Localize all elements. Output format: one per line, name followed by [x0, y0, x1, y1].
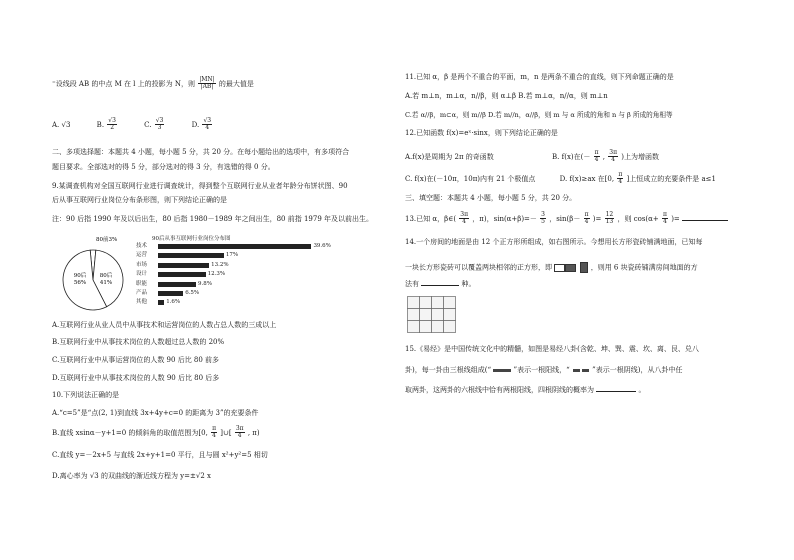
bar-mark [158, 282, 196, 287]
q14-line3-text: 法有 [405, 280, 419, 288]
q10-b-end: , π) [247, 428, 260, 437]
q13-mid2: ，sin(β－ [549, 214, 581, 223]
pie-chart [60, 233, 130, 318]
q8-stem-tail [52, 77, 254, 91]
option-fraction [107, 118, 117, 132]
yang-line-icon [493, 369, 511, 372]
q12-option-a[interactable]: A.f(x)是周期为 2π 的奇函数 [405, 152, 494, 161]
q12-option-a-b[interactable] [405, 150, 659, 164]
q10-b-frac2 [235, 426, 245, 440]
bar-category-label: 设计 [136, 271, 148, 278]
bar-category-label: 市场 [136, 261, 148, 268]
q12-b-frac2 [608, 150, 618, 164]
option-value: √3 [61, 120, 71, 129]
frac-den: 4 [594, 156, 599, 164]
section3-heading: 三、填空题：本题共 4 小题，每小题 5 分，共 20 分。 [405, 194, 577, 202]
q13-mid1: ，π)，sin(α+β)=－ [472, 214, 537, 223]
q14-line2 [405, 262, 698, 273]
q10-b-frac1 [211, 426, 217, 440]
tile-vertical-icon [580, 262, 588, 273]
option-num: √3 [108, 117, 116, 124]
frac-num: 3π [609, 149, 618, 156]
q9-option-a[interactable]: A.互联网行业从业人员中从事技术和运营岗位的人数占总人数的三成以上 [52, 321, 277, 329]
frac-num: 12 [605, 211, 614, 218]
option-label: A. [52, 120, 60, 129]
q15-line3-end: 。 [638, 386, 646, 394]
tile-square-dark-icon [565, 264, 576, 272]
q12-title: 12.已知函数 f(x)=eˣ·sinx，则下列结论正确的是 [405, 129, 558, 137]
bar-category-label: 其他 [136, 299, 148, 306]
bar-mark [158, 300, 164, 305]
frac-num: π [594, 149, 599, 156]
q14-line2-text: 一块长方形瓷砖可以覆盖两块相邻的正方形，即 [405, 263, 552, 272]
option-label: D. [191, 120, 200, 129]
bar-category-label: 技术 [136, 243, 148, 249]
frac-den: 4 [212, 432, 216, 440]
q12-d-text: D. f(x)≥ax 在[0, [559, 174, 615, 183]
q13-frac1 [459, 212, 469, 226]
q13-mid4: ，则 cos(α+ [617, 214, 659, 223]
bar-value-label: 1.6% [166, 299, 181, 306]
q13-end: )= [671, 214, 680, 223]
q8-fraction-denominator: |AB| [200, 83, 214, 91]
pie-label-80hou-name: 80后 [99, 273, 113, 279]
bar-value-label: 39.6% [313, 243, 331, 249]
option-fraction [202, 118, 212, 132]
frac-den: 4 [663, 218, 667, 226]
q13-frac4 [605, 212, 615, 226]
pie-label-80hou-value: 41% [99, 280, 113, 286]
q8-options [52, 118, 213, 132]
q15-line2-text: 卦)，每一卦由三根线组成(“ [405, 366, 492, 374]
bar-mark [158, 244, 311, 249]
q13-text: 13.已知 α，β∈( [405, 214, 457, 223]
q15-answer-blank[interactable] [596, 391, 636, 392]
q14-line1: 14.一个房间的地面是由 12 个正方形所组成，如右图所示。今想用长方形瓷砖铺满地面，已知每 [405, 238, 703, 246]
q12-d-frac [617, 172, 623, 186]
bar-mark [158, 253, 224, 258]
q10-b-mid: ]∪[ [220, 428, 232, 437]
q15-line2 [405, 366, 682, 375]
q9-note: 注：90 后指 1990 年及以后出生，80 后指 1980－1989 年之间出生，80 前指 1979 年及以前出生。 [52, 215, 374, 223]
pie-label-90hou-name: 90后 [73, 273, 87, 279]
frac-num: 3π [460, 211, 469, 218]
q12-b-mid: , [602, 152, 606, 161]
bar-chart [136, 244, 366, 314]
q8-option-c[interactable] [144, 117, 167, 132]
bar-mark [158, 263, 209, 268]
option-den: 2 [110, 124, 115, 132]
q10-option-c[interactable]: C.直线 y=－2x+5 与直线 2x+y+1=0 平行，且与圆 x²+y²=5 相切 [52, 451, 268, 459]
q9-stem-line2: 后从事互联网行业岗位分布条形图，则下列结论正确的是 [52, 196, 227, 204]
bar-value-label: 13.2% [211, 261, 229, 268]
bar-value-label: 12.3% [207, 271, 226, 278]
bar-mark [158, 291, 183, 296]
q15-line3 [405, 386, 645, 395]
option-label: B. [96, 120, 105, 129]
q9-option-c[interactable]: C.互联网行业中从事运营岗位的人数 90 后比 80 前多 [52, 356, 220, 364]
section2-heading-line2: 题目要求。全部选对的得 5 分，部分选对的得 3 分，有选错的得 0 分。 [52, 163, 275, 171]
q11-options-cd[interactable]: C.若 α//β，m⊂α，则 m//β D.若 m//n，α//β，则 m 与 α 所成的角和 n 与 β 所成的角相等 [405, 111, 673, 119]
q13-frac2 [540, 212, 546, 226]
q15-line2-mid: ”表示一根阳线，“ [513, 366, 570, 374]
q13-answer-blank[interactable] [682, 220, 728, 221]
frac-den: 4 [618, 178, 623, 186]
q9-option-d[interactable]: D.互联网行业中从事技术岗位的人数 90 后比 80 后多 [52, 374, 220, 382]
q10-b-text: B.直线 xsinα－y+1=0 的倾斜角的取值范围为[0, [52, 428, 208, 437]
q10-title: 10.下列说法正确的是 [52, 391, 120, 399]
q8-fraction-numerator: |MN| [199, 76, 215, 83]
q14-line3-end: 种。 [461, 280, 476, 288]
q12-b-text: B. f(x)在(－ [552, 152, 591, 161]
tile-square-icon [554, 264, 565, 272]
option-den: 4 [205, 124, 210, 132]
q12-b-frac1 [594, 150, 600, 164]
q14-line3 [405, 280, 475, 289]
q12-option-c[interactable]: C. f(x)在(－10π，10π)内有 21 个极值点 [405, 174, 536, 183]
frac-den: 4 [462, 218, 467, 226]
q15-line1: 15.《易经》是中国传统文化中的精髓，如图是易经八卦(含乾、坤、巽、震、坎、离、艮、兑八 [405, 345, 699, 353]
q15-line3-text: 取两卦，这两卦的六根线中恰有两根阳线，四根阴线的概率为 [405, 386, 594, 394]
option-label: C. [144, 120, 152, 129]
q13-frac3 [584, 212, 590, 226]
frac-num: π [663, 211, 667, 218]
frac-num: 3π [235, 425, 244, 432]
bar-category-label: 职能 [136, 280, 148, 287]
q11-title: 11.已知 α，β 是两个不重合的平面，m，n 是两条不重合的直线，则下列命题正确的是 [405, 73, 674, 81]
frac-num: π [212, 425, 217, 432]
frac-num: π [584, 211, 589, 218]
frac-den: 4 [584, 218, 589, 226]
option-num: √3 [155, 117, 164, 124]
q8-option-d[interactable] [191, 117, 213, 132]
frac-den: 13 [605, 218, 614, 226]
q15-line2-end: ”表示一根阴线)，从八卦中任 [592, 366, 683, 374]
bar-mark [158, 272, 206, 277]
frac-num: 3 [541, 211, 545, 218]
q8-stem-end: 的最大值是 [218, 79, 254, 88]
q9-option-b[interactable]: B.互联网行业中从事技术岗位的人数超过总人数的 20% [52, 338, 225, 346]
frac-den: 4 [237, 432, 242, 440]
option-num: √3 [203, 117, 212, 124]
option-fraction [155, 118, 165, 132]
q8-option-a[interactable] [52, 121, 73, 129]
section2-heading-line1: 二、多项选择题：本题共 4 小题，每小题 5 分，共 20 分。在每小题给出的选项中，有多项符合 [52, 148, 350, 156]
bar-chart-title: 90后从事互联网行业岗位分布图 [152, 236, 231, 242]
bar-value-label: 17% [225, 252, 239, 259]
frac-den: 4 [611, 156, 616, 164]
pie-label-80qian: 80前3% [96, 237, 118, 243]
q12-d-end: ]上恒成立的充要条件是 a≤1 [626, 174, 716, 183]
q11-options-ab[interactable]: A.若 m⊥n，m⊥α，n//β，则 α⊥β B.若 m⊥α，n//α，则 m⊥n [405, 92, 608, 100]
bar-category-label: 运营 [136, 252, 148, 259]
q13-frac5 [662, 212, 668, 226]
q10-option-d[interactable]: D.离心率为 √3 的双曲线的渐近线方程为 y=±√2 x [52, 472, 211, 480]
q8-fraction [198, 77, 215, 91]
q9-stem-line1: 9.某调查机构对全国互联网行业进行调查统计，得到整个互联网行业从业者年龄分布饼状图、90 [52, 182, 348, 190]
q8-option-b[interactable] [96, 117, 120, 132]
q13-mid3: )= [592, 214, 602, 223]
q12-option-c-d[interactable] [405, 172, 716, 186]
yin-line-right-icon [582, 369, 589, 372]
q8-stem-text: ⁼设线段 AB 的中点 M 在 l 上的投影为 N，则 [52, 79, 196, 88]
q13 [405, 212, 728, 226]
option-den: 3 [157, 124, 162, 132]
q10-option-b[interactable] [52, 426, 260, 440]
q14-line2-end: ，则用 6 块瓷砖铺满房间地面的方 [590, 263, 698, 272]
bar-value-label: 9.8% [197, 280, 212, 287]
bar-value-label: 6.5% [185, 290, 200, 296]
bar-category-label: 产品 [136, 290, 148, 296]
q14-answer-blank[interactable] [421, 285, 459, 286]
q12-b-end: )上为增函数 [621, 152, 659, 161]
pie-label-90hou-value: 56% [73, 280, 87, 286]
frac-num: π [618, 171, 623, 178]
frac-den: 5 [541, 218, 545, 226]
q10-option-a[interactable]: A.“c=5”是“点(2, 1)到直线 3x+4y+c=0 的距离为 3”的充要条件 [52, 409, 259, 417]
yin-line-left-icon [573, 369, 580, 372]
floor-grid-figure [407, 296, 467, 338]
